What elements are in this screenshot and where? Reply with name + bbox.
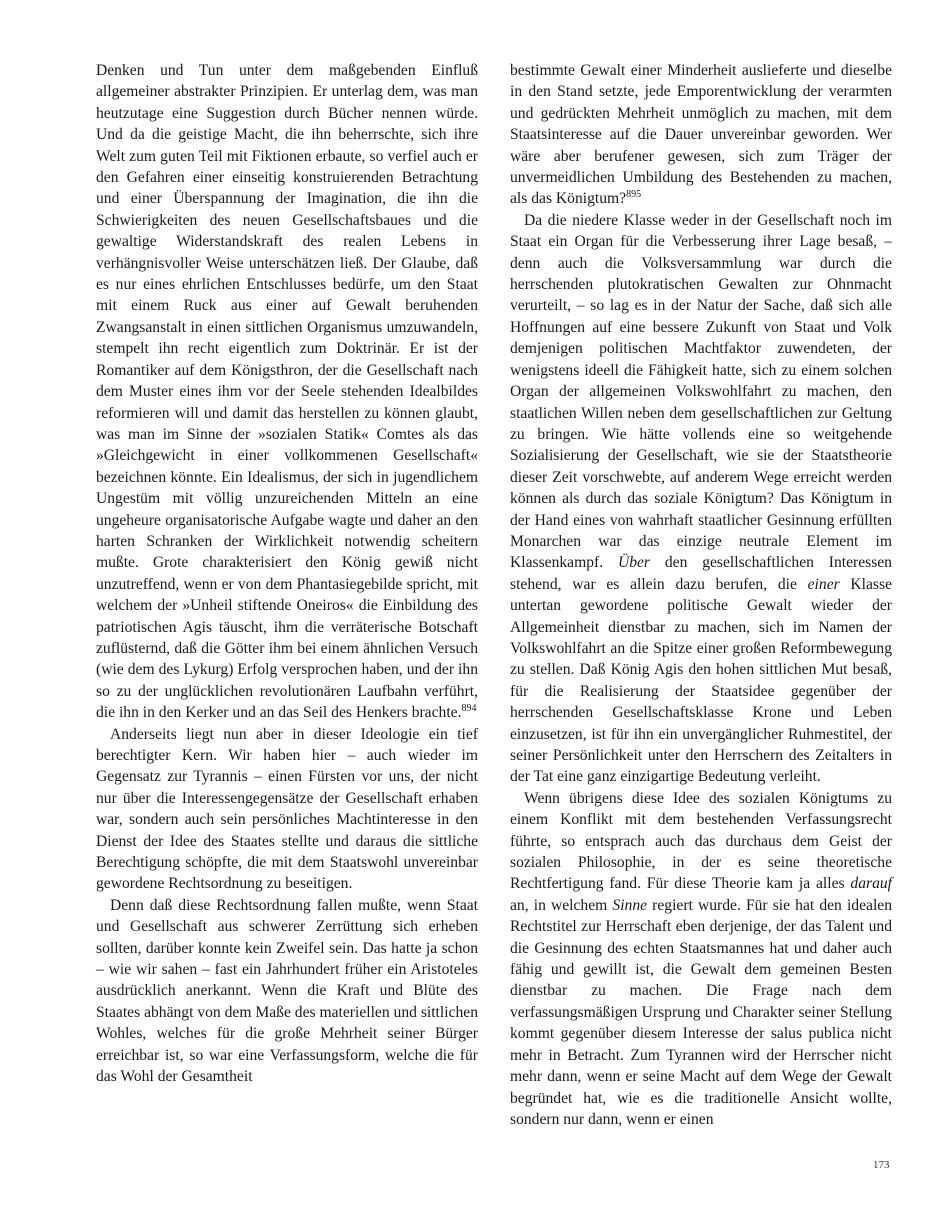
paragraph: Wenn übrigens diese Idee des sozialen Königtums zu einem Konflikt mit dem bestehenden Verfassungsrecht führte, so entsprach auch das durchaus dem Geist der sozialen Philosophie, in der es seine theoretische Rechtfertigung fand. Für diese Theorie kam ja alles darauf an, in welchem Sinne regiert wurde. Für sie hat den idealen Rechtstitel zur Herrschaft eben derjenige, der das Talent und die Gesinnung des echten Staatsmannes hat und daher auch fähig und gewillt ist, die Gewalt dem gemeinen Besten dienstbar zu machen. Die Frage nach dem verfassungsmäßigen Ursprung und Charakter seiner Stellung kommt gegenüber diesem Interesse der salus publica nicht mehr in Betracht. Zum Tyrannen wird der Herrscher nicht mehr dann, wenn er seine Macht auf dem Wege der Gewalt begründet hat, wie es die traditionelle Ansicht wollte, sondern nur dann, wenn er einen xyxy=(510,789,892,1128)
emphasis: einer xyxy=(807,575,840,593)
page-number: 173 xyxy=(873,1159,890,1171)
paragraph: Da die niedere Klasse weder in der Gesellschaft noch im Staat ein Organ für die Verbesserung ihrer Lage besaß, – denn auch die Volksversammlung war durch die herrschenden plutokratischen Gewalten zur Ohnmacht verurteilt, – so lag es in der Natur der Sache, daß sich alle Hoffnungen auf eine bessere Zukunft von Staat und Volk demjenigen politischen Machtfaktor zuwendeten, der wenigstens ideell die Fähigkeit hatte, sich zu einem solchen Organ der allgemeinen Volkswohlfahrt zu machen, den staatlichen Willen neben dem gesellschaftlichen zur Geltung zu bringen. Wie hätte vollends eine so weitgehende Sozialisierung der Gesellschaft, wie sie der Staatstheorie dieser Zeit vorschwebte, auf anderem Wege erreicht werden können als durch das soziale Königtum? Das Königtum in der Hand eines von wahrhaft staatlicher Gesinnung erfüllten Monarchen war das einzige neutrale Element im Klassenkampf. Über den gesellschaftlichen Interessen stehend, war es allein dazu berufen, die einer Klasse untertan gewordene politische Gewalt wieder der Allgemeinheit dienstbar zu machen, sich im Namen der Volkswohlfahrt an die Spitze einer großen Reformbewegung zu stellen. Daß König Agis den hohen sittlichen Mut besaß, für die Realisierung der Staatsidee gegenüber der herrschenden Gesellschaftsklasse Krone und Leben einzusetzen, ist für ihn ein unvergänglicher Ruhmestitel, der seiner Persönlichkeit unter den Herrschern des Zeitalters in der Tat eine ganz einzigartige Bedeutung verleiht. xyxy=(510,211,892,786)
emphasis: darauf xyxy=(850,875,892,893)
footnote-marker[interactable]: 895 xyxy=(626,189,642,201)
emphasis: Sinne xyxy=(612,896,648,914)
emphasis: Über xyxy=(617,554,651,572)
paragraph: Denken und Tun unter dem maßgebenden Einfluß allgemeiner abstrakter Prinzipien. Er unterlag dem, was man heutzutage eine Suggestion durch Bücher nennen würde. Und da die geistige Macht, die ihn beherrschte, sich ihre Welt zum guten Teil mit Fiktionen erbaute, so verfiel auch er den Gefahren einer einseitig konstruierenden Betrachtung und einer Überspannung der Imagination, die ihn die Schwierigkeiten des neuen Gesellschaftsbaues und die gewaltige Widerstandskraft des realen Lebens in verhängnisvoller Weise unterschätzen ließ. Der Glaube, daß es nur eines ehrlichen Entschlusses bedürfe, um den Staat mit einem Ruck aus einer auf Gewalt beruhenden Zwangsanstalt in einen sittlichen Organismus umzuwandeln, stempelt ihn recht eigentlich zum Doktrinär. Er ist der Romantiker auf dem Königsthron, der die Gesellschaft nach dem Muster eines ihm vor der Seele stehenden Idealbildes reformieren will und damit das herstellen zu können glaubt, was man im Sinne der »sozialen Statik« Comtes als das »Gleichgewicht in einer vollkommenen Gesellschaft« bezeichnen könnte. Ein Idealismus, der sich in jugendlichem Ungestüm mit völlig unzureichenden Mitteln an eine ungeheure organisatorische Aufgabe wagte und daher an den harten Schranken der Wirklichkeit notwendig scheitern mußte. Grote charakterisiert den König gewiß nicht unzutreffend, wenn er von dem Phantasiegebilde spricht, mit welchem der »Unheil stiftende Oneiros« die Einbildung des patriotischen Agis täuscht, ihm die verräterische Botschaft zuflüsternd, daß die Götter ihm bei einem ähnlichen Versuch (wie dem des Lykurg) Erfolg versprochen haben, und der ihn so zu der unglücklichen revolutionären Laufbahn verführt, die ihn in den Kerker und an das Seil des Henkers brachte.$^{894}$ xyxy=(96,62,478,722)
paragraph: Denn daß diese Rechtsordnung fallen mußte, wenn Staat und Gesellschaft aus schwerer Zerrüttung sich erheben sollten, darüber konnte kein Zweifel sein. Das hatte ja schon – wie wir sahen – fast ein Jahrhundert früher ein Aristoteles ausdrücklich anerkannt. Wenn die Kraft und Blüte des Staates abhängt von dem Maße des materiellen und sittlichen Wohles, welches für die große Mehrheit seiner Bürger erreichbar ist, so war eine Verfassungsform, welche die für das Wohl der Gesamtheit xyxy=(96,896,478,1086)
paragraph: Anderseits liegt nun aber in dieser Ideologie ein tief berechtigter Kern. Wir haben hier – auch wieder im Gegensatz zur Tyrannis – einen Fürsten vor uns, der nicht nur über die Interessengegensätze der Gesellschaft erhaben war, sondern auch sein persönliches Machtinteresse in den Dienst der Idee des Staates stellte und daraus die sittliche Berechtigung schöpfte, die mit dem Staatswohl unvereinbar gewordene Rechtsordnung zu beseitigen. xyxy=(96,725,478,893)
footnote-marker[interactable]: 894 xyxy=(461,703,477,714)
left-column xyxy=(96,60,478,1088)
paragraph: bestimmte Gewalt einer Minderheit auslieferte und dieselbe in den Stand setzte, jede Emporentwicklung der verarmten und gedrückten Mehrheit unmöglich zu machen, mit dem Staatsinteresse auf die Dauer unvereinbar geworden. Wer wäre aber berufener gewesen, sich zum Träger der unvermeidlichen Umbildung des Bestehenden zu machen, als das Königtum?$^{895}$ xyxy=(510,62,892,208)
right-column xyxy=(510,60,892,1130)
